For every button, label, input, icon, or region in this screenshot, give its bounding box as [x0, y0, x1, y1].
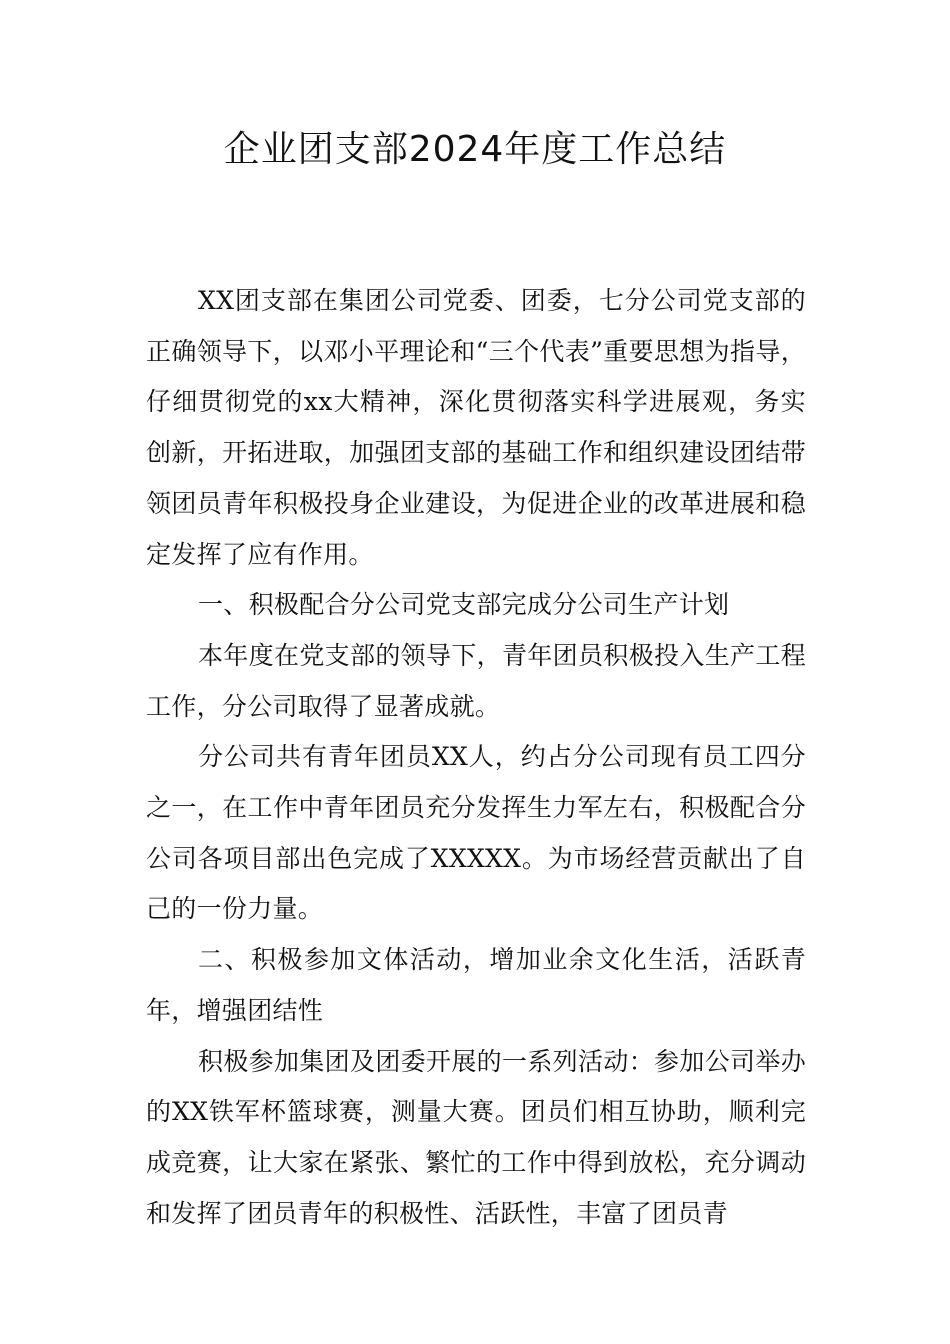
paragraph-production: 本年度在党支部的领导下，青年团员积极投入生产工程工作，分公司取得了显著成就。 [146, 640, 806, 721]
paragraph-members: 分公司共有青年团员XX人，约占分公司现有员工四分之一，在工作中青年团员充分发挥生力军左右，积极配合分公司各项目部出色完成了XXXXX。为市场经营贡献出了自己的一份力量。 [146, 742, 806, 924]
document-title: 企业团支部2024年度工作总结 [223, 129, 727, 170]
paragraph-intro: XX团支部在集团公司党委、团委，七分公司党支部的正确领导下，以邓小平理论和“三个代表”重要思想为指导，仔细贯彻党的xx大精神，深化贯彻落实科学进展观，务实创新，开拓进取，加强团支部的基础工作和组织建设团结带领团员青年积极投身企业建设，为促进企业的改革进展和稳定发挥了应有作用。 [146, 286, 806, 569]
section-heading-2: 二、积极参加文体活动，增加业余文化生活，活跃青年，增强团结性 [146, 945, 806, 1025]
paragraph-activities: 积极参加集团及团委开展的一系列活动：参加公司举办的XX铁军杯篮球赛，测量大赛。团员们相互协助，顺利完成竞赛，让大家在紧张、繁忙的工作中得到放松，充分调动和发挥了团员青年的积极性、活跃性，丰富了团员青 [146, 1046, 806, 1228]
section-heading-1: 一、积极配合分公司党支部完成分公司生产计划 [198, 590, 730, 620]
document-body [146, 276, 806, 1239]
